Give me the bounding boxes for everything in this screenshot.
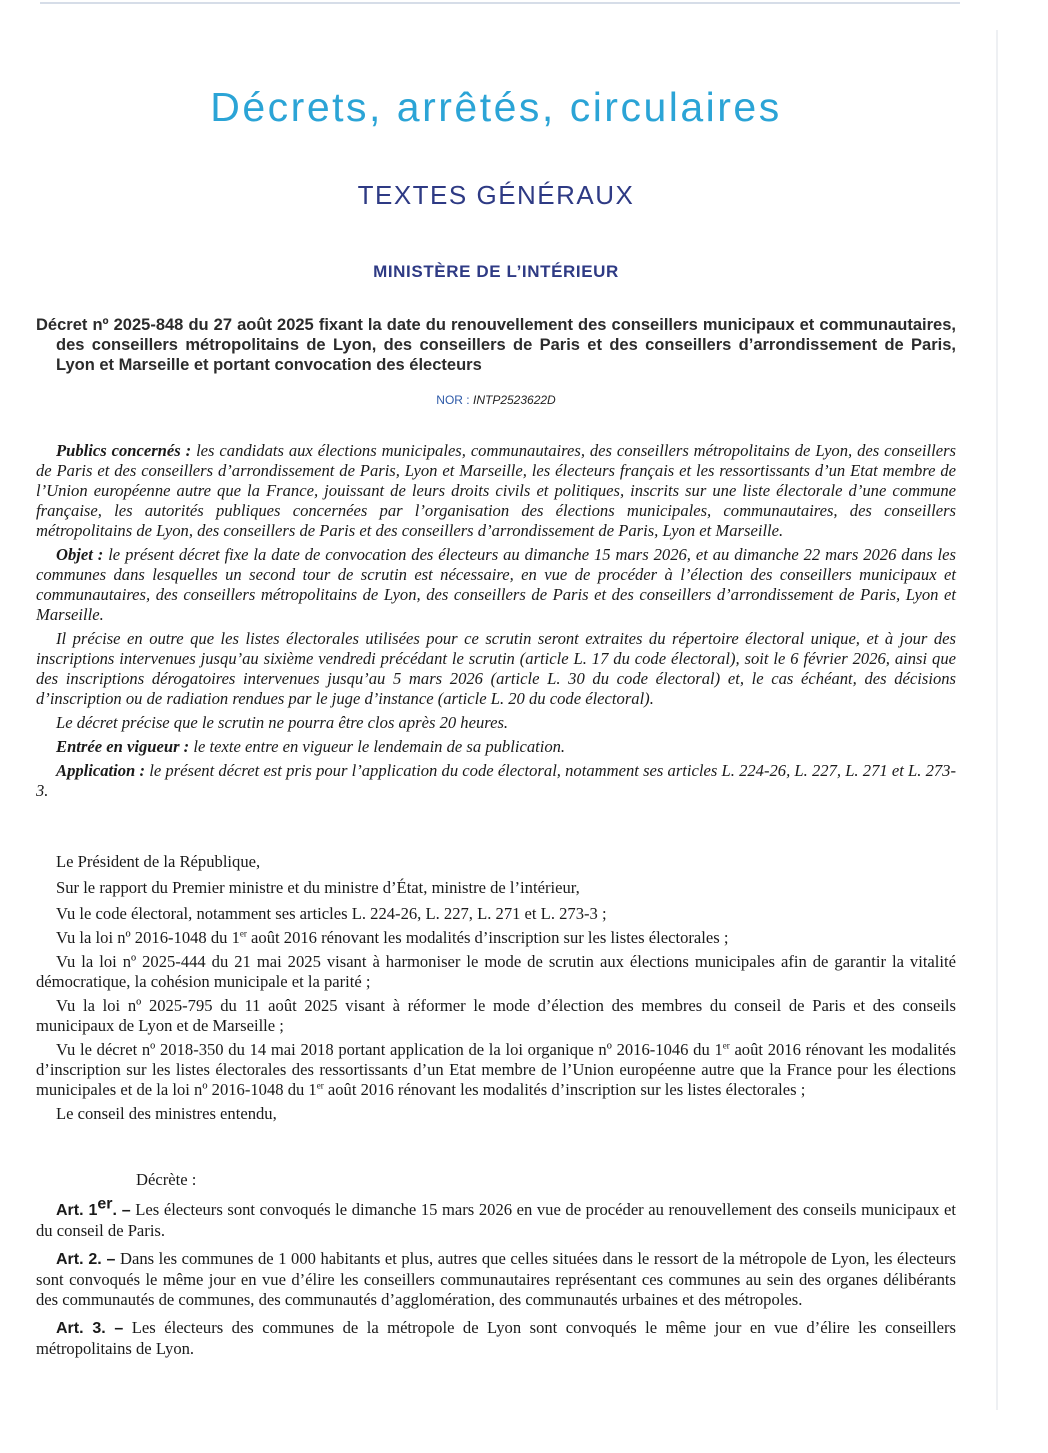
publics-text: les candidats aux élections municipales, communautaires, des conseillers métropolitains de Lyon, des conseillers de Paris et des conseillers d’arrondissement de Paris, Lyon et Marseille, les électeurs français et les ressortissants d’un Etat membre de l’Union européenne autre que la France, jouissant de leurs droits civils et politiques, inscrits sur une liste électorale d’une commune française, les autorités publiques concernées par l’organisation des élections municipales, communautaires, des conseillers métropolitains de Lyon, des conseillers de Paris et des conseillers d’arrondissement de Paris, Lyon et Marseille. — [36, 441, 956, 540]
vu-loi-2025-444: Vu la loi nº 2025-444 du 21 mai 2025 visant à harmoniser le mode de scrutin aux élections municipales afin de garantir la vitalité démocratique, la cohésion municipale et la parité ; — [36, 952, 956, 991]
nor-reference — [36, 393, 956, 407]
nor-label: NOR : — [436, 393, 470, 407]
objet — [36, 545, 956, 625]
application-label: Application : — [56, 761, 146, 780]
application-text: le présent décret est pris pour l’application du code électoral, notamment ses articles L. 224-26, L. 227, L. 271 et L. 273-3. — [36, 761, 956, 800]
rapport-line: Sur le rapport du Premier ministre et du ministre d’État, ministre de l’intérieur, — [56, 878, 580, 897]
article-3 — [36, 1318, 956, 1359]
vu-decret-2018-350 — [36, 1040, 956, 1100]
vu-decret-sup2: er — [316, 1080, 324, 1091]
article-2-number: Art. 2. – — [56, 1251, 116, 1268]
articles — [36, 1195, 956, 1367]
section-heading: Décrets, arrêtés, circulaires — [210, 84, 782, 130]
decrete-label: Décrète : — [136, 1170, 197, 1189]
vu-decret-sup1: er — [722, 1040, 730, 1051]
article-2 — [36, 1249, 956, 1310]
publics-concernes — [36, 441, 956, 541]
objet-text: le présent décret fixe la date de convocation des électeurs au dimanche 15 mars 2026, et au dimanche 22 mars 2026 dans les communes dans lesquelles un second tour de scrutin est nécessaire, en vue de procéder à l’élection des conseillers municipaux et communautaires, des conseillers métropolitains de Lyon, des conseillers de Paris et des conseillers d’arrondissement de Paris, Lyon et Marseille. — [36, 545, 956, 624]
page-edge — [996, 30, 998, 1410]
nor-code: INTP2523622D — [472, 393, 556, 407]
article-3-number: Art. 3. – — [56, 1320, 124, 1337]
top-rule — [40, 2, 960, 4]
article-2-text: Dans les communes de 1 000 habitants et plus, autres que celles situées dans le ressort de la métropole de Lyon, les électeurs sont convoqués le même jour en vue d’élire les conseillers communautaires représentant ces communes au sein des organes délibérants des communautés de communes, des communautés d’agglomération, des communautés urbaines et des métropoles. — [36, 1249, 956, 1309]
application — [36, 761, 956, 801]
precise-paragraph: Il précise en outre que les listes électorales utilisées pour ce scrutin seront extraites du répertoire électoral unique, et à jour des inscriptions intervenues jusqu’au sixième vendredi précédant le scrutin (article L. 17 du code électoral), soit le 6 février 2026, ainsi que des inscriptions dérogatoires intervenues jusqu’au 5 mars 2026 (article L. 30 du code électoral) et, le cas échéant, des décisions d’inscription ou de radiation rendues par le juge d’instance (article L. 20 du code électoral). — [36, 629, 956, 708]
article-1 — [36, 1195, 956, 1241]
article-1-sup: er — [97, 1195, 113, 1213]
publics-label: Publics concernés : — [56, 441, 192, 460]
conseil-line: Le conseil des ministres entendu, — [56, 1104, 277, 1123]
vu-loi-2016-b: août 2016 rénovant les modalités d’inscription sur les listes électorales ; — [246, 928, 729, 947]
entree-en-vigueur — [36, 737, 956, 757]
entree-text: le texte entre en vigueur le lendemain de sa publication. — [189, 737, 566, 756]
vu-loi-2016-a: Vu la loi nº 2016-1048 du 1 — [56, 928, 240, 947]
vu-decret-b: août 2016 rénovant les modalités d’inscription sur les listes électorales des ressortissants d’un Etat membre de l’Union européenne autre que la France pour les élections municipales et de la loi nº 2016-1048 du 1 — [36, 1040, 956, 1099]
vu-decret-a: Vu le décret nº 2018-350 du 14 mai 2018 portant application de la loi organique nº 2016-1046 du 1 — [56, 1040, 723, 1059]
vu-loi-2016-1048 — [36, 928, 956, 948]
decree-preamble — [36, 852, 956, 1128]
entree-label: Entrée en vigueur : — [56, 737, 190, 756]
article-3-text: Les électeurs des communes de la métropole de Lyon sont convoqués le même jour en vue d’élire les conseillers métropolitains de Lyon. — [36, 1318, 956, 1358]
president-line: Le Président de la République, — [56, 852, 261, 871]
ministry-heading: MINISTÈRE DE L’INTÉRIEUR — [373, 262, 619, 281]
decree-summary — [36, 441, 956, 805]
textes-generaux-heading: TEXTES GÉNÉRAUX — [357, 180, 635, 210]
vu-loi-2016-sup: er — [239, 928, 247, 939]
article-1-text: Les électeurs sont convoqués le dimanche 15 mars 2026 en vue de procéder au renouvellement des conseils municipaux et du conseil de Paris. — [36, 1200, 956, 1240]
objet-label: Objet : — [56, 545, 104, 564]
decree-title: Décret nº 2025-848 du 27 août 2025 fixant la date du renouvellement des conseillers municipaux et communautaires, des conseillers métropolitains de Lyon, des conseillers de Paris et des conseillers d’arrondissement de Paris, Lyon et Marseille et portant convocation des électeurs — [36, 316, 956, 374]
vu-decret-c: août 2016 rénovant les modalités d’inscription sur les listes électorales ; — [323, 1080, 806, 1099]
article-1-suffix: . – — [112, 1202, 131, 1219]
article-1-number: Art. 1 — [56, 1202, 98, 1219]
vu-loi-2025-795: Vu la loi nº 2025-795 du 11 août 2025 visant à réformer le mode d’élection des membres du conseil de Paris et des conseils municipaux de Lyon et de Marseille ; — [36, 996, 956, 1035]
scrutin-paragraph: Le décret précise que le scrutin ne pourra être clos après 20 heures. — [56, 713, 509, 732]
vu-code-electoral: Vu le code électoral, notamment ses articles L. 224-26, L. 227, L. 271 et L. 273-3 ; — [56, 904, 607, 923]
